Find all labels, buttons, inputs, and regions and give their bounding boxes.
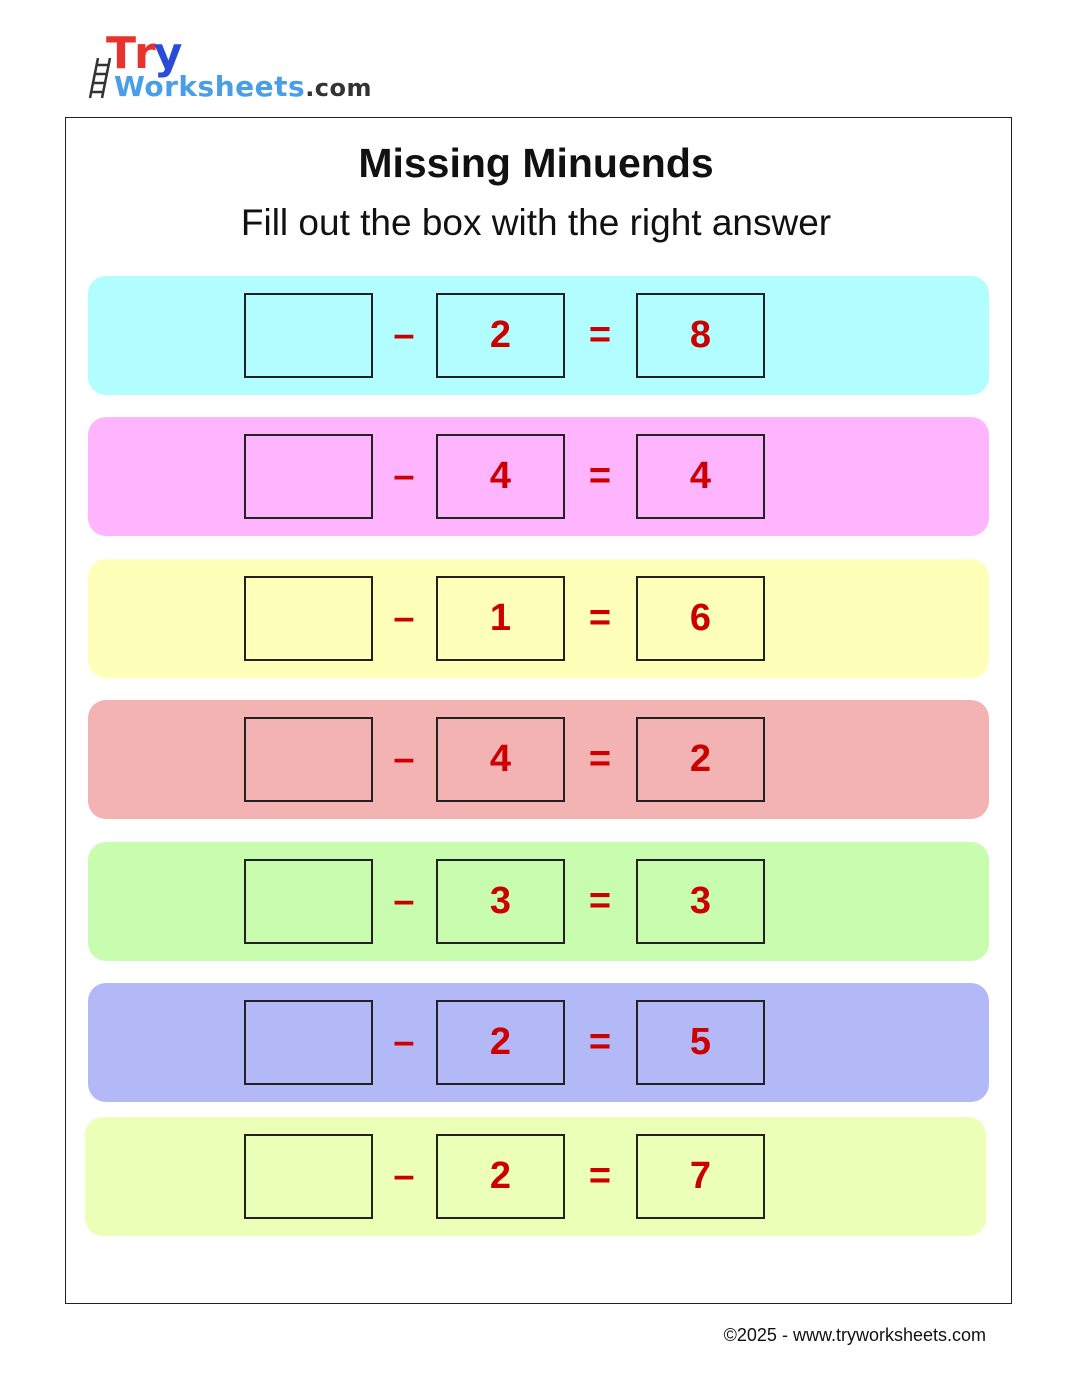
- logo-letter: r: [134, 28, 154, 79]
- minuend-answer-box[interactable]: [244, 859, 373, 944]
- minus-sign: –: [393, 597, 415, 639]
- difference-box: 4: [636, 434, 765, 519]
- minus-sign: –: [393, 880, 415, 922]
- difference-box: 6: [636, 576, 765, 661]
- difference-box: 2: [636, 717, 765, 802]
- worksheet-instructions: Fill out the box with the right answer: [240, 202, 832, 243]
- equals-sign: =: [588, 1155, 612, 1197]
- equals-sign: =: [588, 880, 612, 922]
- problem-row: [88, 417, 989, 536]
- problem-row: [88, 842, 989, 961]
- difference-box: 5: [636, 1000, 765, 1085]
- minuend-answer-box[interactable]: [244, 434, 373, 519]
- minuend-answer-box[interactable]: [244, 576, 373, 661]
- minuend-answer-box[interactable]: [244, 293, 373, 378]
- equals-sign: =: [588, 314, 612, 356]
- equals-sign: =: [588, 597, 612, 639]
- worksheet-title: Missing Minuends: [358, 140, 714, 186]
- site-logo: [88, 28, 373, 108]
- minus-sign: –: [393, 455, 415, 497]
- logo-letter: y: [153, 28, 181, 79]
- minuend-answer-box[interactable]: [244, 717, 373, 802]
- problem-row: [88, 276, 989, 395]
- subtrahend-box: 2: [436, 1000, 565, 1085]
- logo-worksheets-text: Worksheets.com: [114, 70, 373, 103]
- problem-row: [85, 1117, 986, 1236]
- minuend-answer-box[interactable]: [244, 1134, 373, 1219]
- problem-row: [88, 700, 989, 819]
- copyright-footer: ©2025 - www.tryworksheets.com: [723, 1325, 986, 1345]
- minus-sign: –: [393, 1021, 415, 1063]
- subtrahend-box: 2: [436, 293, 565, 378]
- subtrahend-box: 3: [436, 859, 565, 944]
- problem-row: [88, 559, 989, 678]
- difference-box: 3: [636, 859, 765, 944]
- difference-box: 8: [636, 293, 765, 378]
- equals-sign: =: [588, 455, 612, 497]
- minus-sign: –: [393, 314, 415, 356]
- logo-com-text: .com: [305, 74, 373, 102]
- subtrahend-box: 1: [436, 576, 565, 661]
- subtrahend-box: 2: [436, 1134, 565, 1219]
- subtrahend-box: 4: [436, 717, 565, 802]
- equals-sign: =: [588, 1021, 612, 1063]
- minuend-answer-box[interactable]: [244, 1000, 373, 1085]
- equals-sign: =: [588, 738, 612, 780]
- logo-letter: T: [106, 28, 135, 79]
- problem-row: [88, 983, 989, 1102]
- minus-sign: –: [393, 738, 415, 780]
- minus-sign: –: [393, 1155, 415, 1197]
- difference-box: 7: [636, 1134, 765, 1219]
- subtrahend-box: 4: [436, 434, 565, 519]
